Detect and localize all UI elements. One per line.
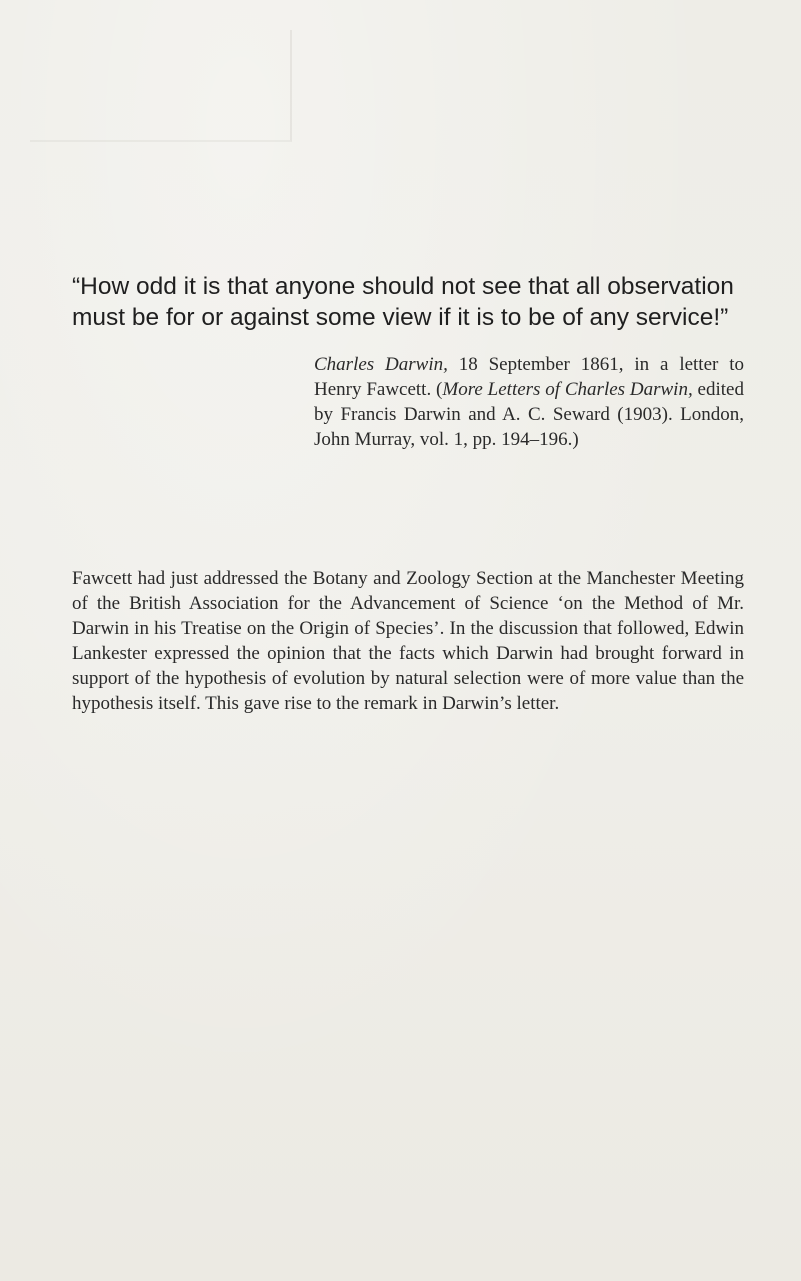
attribution-date-context: 18 September 1861, in a letter to Henry Fawcett. (	[314, 354, 744, 400]
bleed-through-mark	[30, 30, 292, 142]
bleed-through-stamp	[309, 69, 541, 121]
attribution-author: Charles Darwin,	[314, 354, 448, 375]
epigraph-quote: “How odd it is that anyone should not see that all observation must be for or against some view if it is to be of any service!”	[72, 273, 734, 331]
epigraph-attribution	[314, 352, 744, 452]
attribution-book-title: More Letters of Charles Darwin,	[442, 379, 693, 400]
attribution-citation: edited by Francis Darwin and A. C. Seward (1903). London, John Murray, vol. 1, pp. 194–196.)	[314, 379, 744, 450]
body-paragraph: Fawcett had just addressed the Botany and Zoology Section at the Manchester Meeting of the British Association for the Advancement of Science ‘on the Method of Mr. Darwin in his Treatise on the Origin of Species’. In the discussion that followed, Edwin Lankester expressed the opinion that the facts which Darwin had brought forward in support of the hypothesis of evolution by natural selection were of more value than the hypothesis itself. This gave rise to the remark in Darwin’s letter.	[72, 568, 744, 714]
